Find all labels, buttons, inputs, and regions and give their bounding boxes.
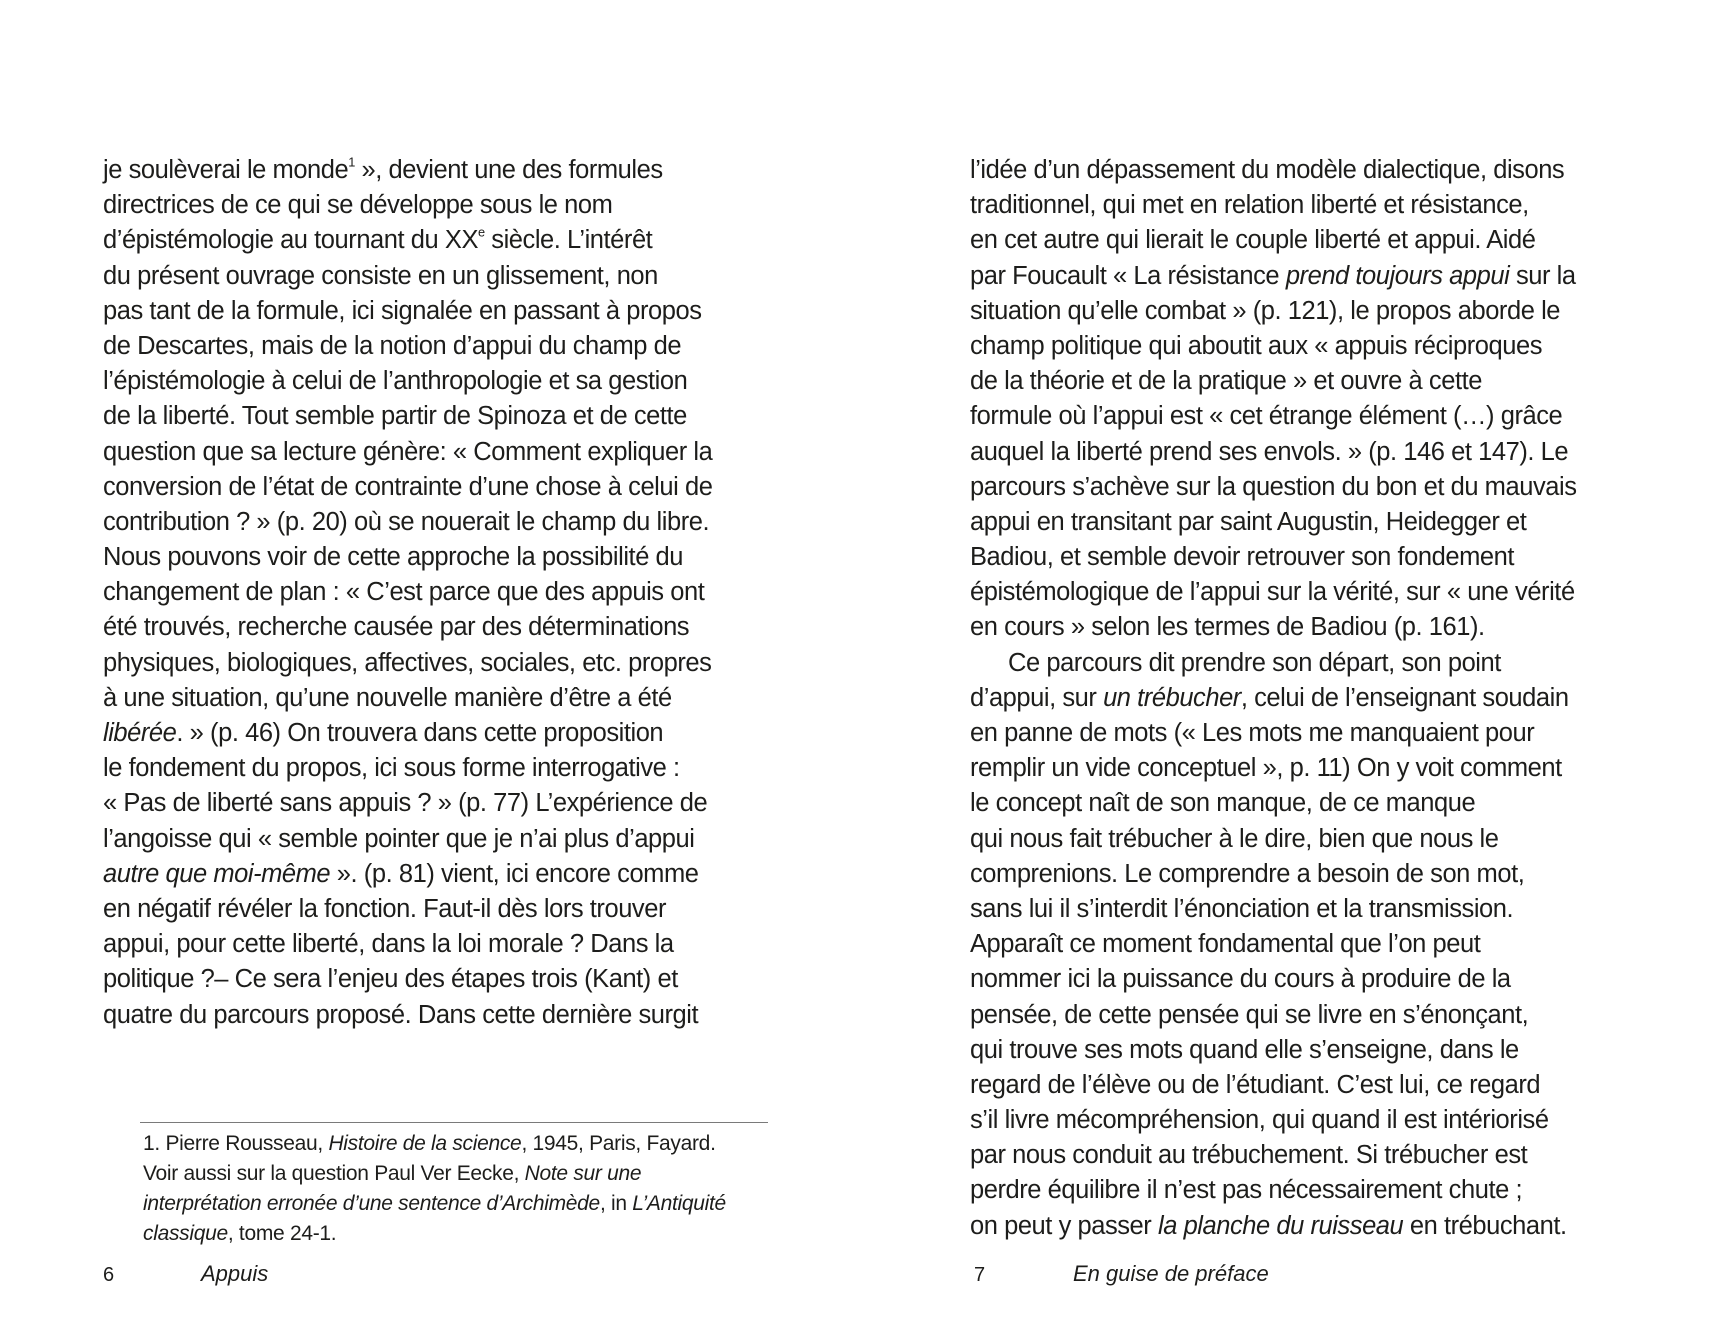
text-line [970, 1033, 1577, 1068]
italic-text: interprétation erronée d’une sentence d’Archimède [143, 1192, 600, 1215]
text-run: à une situation, qu’une nouvelle manière d’être a été [103, 683, 672, 712]
text-line [143, 1159, 726, 1189]
text-line [103, 540, 712, 575]
text-run: sur la [1509, 261, 1576, 290]
text-line [103, 470, 712, 505]
right-page-body [970, 153, 1577, 1244]
text-line [103, 716, 712, 751]
text-line [103, 962, 712, 997]
text-line [103, 927, 712, 962]
text-line [970, 716, 1577, 751]
text-line [970, 435, 1577, 470]
text-line [103, 223, 712, 258]
text-run: formule où l’appui est « cet étrange élément (…) grâce [970, 402, 1563, 431]
text-line [970, 1138, 1577, 1173]
text-run: sans lui il s’interdit l’énonciation et la transmission. [970, 894, 1514, 923]
text-line [970, 1209, 1577, 1244]
text-run: Voir aussi sur la question Paul Ver Eecke, [143, 1162, 525, 1185]
text-line [970, 962, 1577, 997]
text-run: du présent ouvrage consiste en un glissement, non [103, 261, 658, 290]
text-line [970, 751, 1577, 786]
text-line [970, 1173, 1577, 1208]
text-run: nommer ici la puissance du cours à produire de la [970, 965, 1511, 994]
text-line [103, 575, 712, 610]
text-run: l’idée d’un dépassement du modèle dialectique, disons [970, 156, 1565, 184]
text-run: contribution ? » (p. 20) où se nouerait le champ du libre. [103, 507, 710, 536]
text-run: physiques, biologiques, affectives, sociales, etc. propres [103, 648, 712, 677]
text-run: « Pas de liberté sans appuis ? » (p. 77) L’expérience de [103, 789, 708, 818]
text-run: question que sa lecture génère: « Comment expliquer la [103, 437, 713, 466]
footnote-rule [140, 1122, 768, 1123]
text-run: quatre du parcours proposé. Dans cette dernière surgit [103, 1000, 699, 1029]
text-run: je soulèverai le monde [103, 156, 349, 184]
italic-text: libérée [103, 719, 177, 747]
italic-text: autre que moi-même [103, 859, 331, 888]
text-run: comprenions. Le comprendre a besoin de son mot, [970, 859, 1525, 888]
superscript: e [478, 224, 485, 240]
text-line [970, 540, 1577, 575]
text-run: auquel la liberté prend ses envols. » (p. 146 et 147). Le [970, 437, 1569, 466]
superscript: 1 [348, 154, 355, 170]
text-run: de la théorie et de la pratique » et ouvre à cette [970, 367, 1482, 396]
text-line [103, 610, 712, 645]
text-run: Ce parcours dit prendre son départ, son point [1008, 648, 1501, 677]
italic-text: classique [143, 1222, 228, 1245]
text-line [103, 822, 712, 857]
text-run: en cours » selon les termes de Badiou (p. 161). [970, 613, 1485, 642]
text-run: pas tant de la formule, ici signalée en passant à propos [103, 296, 702, 325]
italic-text: L’Antiquité [632, 1192, 726, 1215]
text-line [970, 998, 1577, 1033]
text-line [103, 364, 712, 399]
text-run: , 1945, Paris, Fayard. [521, 1132, 716, 1155]
text-run: pensée, de cette pensée qui se livre en s’énonçant, [970, 1000, 1529, 1029]
text-line [970, 1068, 1577, 1103]
text-line [970, 681, 1577, 716]
text-line [103, 892, 712, 927]
text-run: perdre équilibre il n’est pas nécessairement chute ; [970, 1176, 1523, 1205]
text-run: , in [599, 1192, 633, 1215]
text-run: de la liberté. Tout semble partir de Spinoza et de cette [103, 402, 687, 431]
text-run: changement de plan : « C’est parce que des appuis ont [103, 578, 705, 607]
text-line [970, 294, 1577, 329]
text-run: situation qu’elle combat » (p. 121), le propos aborde le [970, 296, 1561, 325]
running-head-right: En guise de préface [1073, 1261, 1269, 1286]
text-line [970, 892, 1577, 927]
text-run: , tome 24-1. [227, 1222, 337, 1245]
text-line [970, 822, 1577, 857]
text-run: le concept naît de son manque, de ce manque [970, 789, 1476, 818]
text-run: qui nous fait trébucher à le dire, bien que nous le [970, 824, 1499, 853]
text-run: champ politique qui aboutit aux « appuis réciproques [970, 331, 1542, 360]
italic-text: un trébucher [1103, 683, 1241, 712]
text-line [970, 188, 1577, 223]
text-run: regard de l’élève ou de l’étudiant. C’est lui, ce regard [970, 1070, 1541, 1099]
text-run: l’angoisse qui « semble pointer que je n’ai plus d’appui [103, 824, 695, 853]
text-run: conversion de l’état de contrainte d’une chose à celui de [103, 472, 713, 501]
text-run: en trébuchant. [1403, 1211, 1567, 1240]
running-head-left: Appuis [201, 1261, 269, 1286]
text-run: en panne de mots (« Les mots me manquaient pour [970, 719, 1535, 747]
text-run: Badiou, et semble devoir retrouver son fondement [970, 543, 1514, 572]
italic-text: prend toujours appui [1285, 261, 1510, 290]
text-run: le fondement du propos, ici sous forme interrogative : [103, 754, 680, 783]
text-run: de Descartes, mais de la notion d’appui du champ de [103, 331, 682, 360]
footnote [143, 1129, 726, 1249]
text-run: appui en transitant par saint Augustin, Heidegger et [970, 507, 1527, 536]
page-number-left: 6 [103, 1264, 115, 1286]
text-line [103, 435, 712, 470]
text-run: ». (p. 81) vient, ici encore comme [330, 859, 699, 888]
text-line [103, 153, 712, 188]
text-line [970, 259, 1577, 294]
text-run: 1. Pierre Rousseau, [143, 1132, 329, 1155]
text-run: . » (p. 46) On trouvera dans cette proposition [176, 719, 664, 747]
text-line [970, 223, 1577, 258]
text-run: », devient une des formules [354, 156, 663, 184]
text-line [970, 575, 1577, 610]
text-line [970, 399, 1577, 434]
italic-text: Histoire de la science [328, 1132, 522, 1155]
text-line [970, 153, 1577, 188]
italic-text: la planche du ruisseau [1157, 1211, 1404, 1240]
text-line [103, 329, 712, 364]
text-line [970, 364, 1577, 399]
page-number-right: 7 [974, 1264, 986, 1286]
text-run: en cet autre qui lierait le couple liberté et appui. Aidé [970, 226, 1536, 255]
text-line [103, 259, 712, 294]
text-line [143, 1189, 726, 1219]
text-run: directrices de ce qui se développe sous le nom [103, 191, 613, 220]
text-run: on peut y passer [970, 1211, 1158, 1240]
text-line [103, 188, 712, 223]
text-line [103, 505, 712, 540]
text-line [970, 470, 1577, 505]
text-run: d’appui, sur [970, 683, 1104, 712]
text-line [103, 857, 712, 892]
text-line [970, 646, 1577, 681]
text-line [103, 998, 712, 1033]
text-run: appui, pour cette liberté, dans la loi morale ? Dans la [103, 930, 674, 959]
text-line [103, 751, 712, 786]
text-run: qui trouve ses mots quand elle s’enseigne, dans le [970, 1035, 1519, 1064]
text-line [103, 681, 712, 716]
text-line [970, 610, 1577, 645]
text-line [970, 329, 1577, 364]
text-line [970, 927, 1577, 962]
text-line [143, 1129, 726, 1159]
text-run: été trouvés, recherche causée par des déterminations [103, 613, 690, 642]
text-run: remplir un vide conceptuel », p. 11) On y voit comment [970, 754, 1562, 783]
text-run: politique ?– Ce sera l’enjeu des étapes trois (Kant) et [103, 965, 678, 994]
text-line [103, 399, 712, 434]
text-line [970, 857, 1577, 892]
italic-text: Note sur une [524, 1162, 642, 1185]
text-run: parcours s’achève sur la question du bon et du mauvais [970, 472, 1577, 501]
text-run: par Foucault « La résistance [970, 261, 1286, 290]
text-run: Nous pouvons voir de cette approche la possibilité du [103, 543, 684, 572]
text-run: traditionnel, qui met en relation liberté et résistance, [970, 191, 1529, 220]
text-line [103, 294, 712, 329]
right-page [866, 0, 1732, 1338]
text-run: épistémologique de l’appui sur la vérité, sur « une vérité [970, 578, 1575, 607]
left-page-body [103, 153, 712, 1033]
text-line [970, 786, 1577, 821]
text-run: s’il livre mécompréhension, qui quand il est intériorisé [970, 1106, 1549, 1135]
text-run: par nous conduit au trébuchement. Si trébucher est [970, 1141, 1528, 1170]
text-run: , celui de l’enseignant soudain [1240, 683, 1569, 712]
text-line [143, 1219, 726, 1249]
text-run: Apparaît ce moment fondamental que l’on peut [970, 930, 1481, 959]
text-line [103, 786, 712, 821]
text-run: d’épistémologie au tournant du XX [103, 226, 478, 255]
text-line [970, 505, 1577, 540]
text-run: l’épistémologie à celui de l’anthropologie et sa gestion [103, 367, 688, 396]
text-run: siècle. L’intérêt [484, 226, 653, 255]
text-line [970, 1103, 1577, 1138]
text-run: en négatif révéler la fonction. Faut-il dès lors trouver [103, 894, 667, 923]
text-line [103, 646, 712, 681]
